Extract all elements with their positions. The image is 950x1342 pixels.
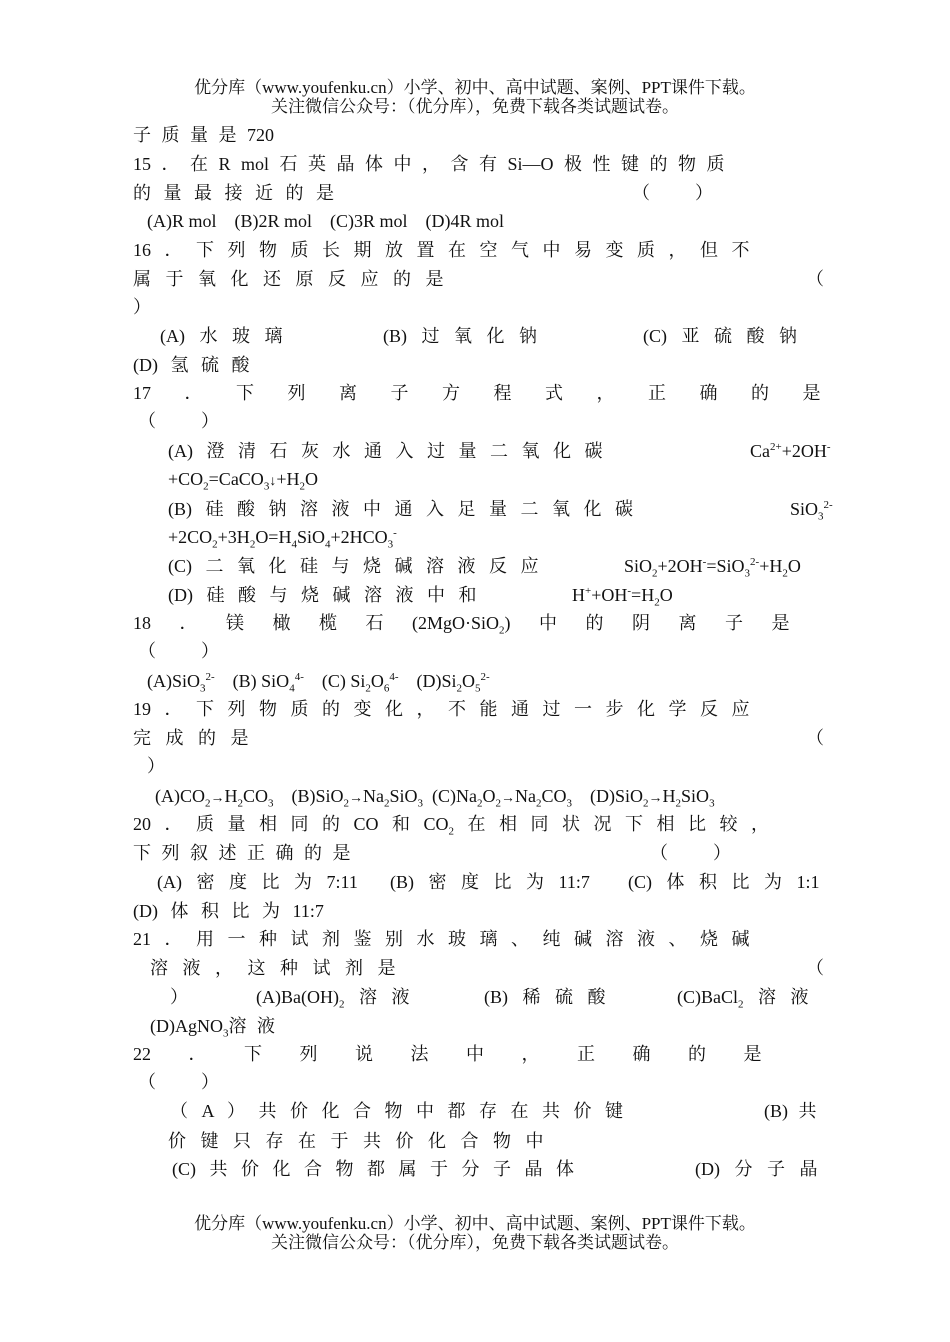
q20-option-c: (C) 体 积 比 为 1:1 <box>628 872 820 892</box>
q16-option-a: (A) 水 玻 璃 <box>160 326 283 346</box>
q19-paren-open: （ <box>806 728 824 748</box>
q20-option-b: (B) 密 度 比 为 11:7 <box>390 872 590 892</box>
q20-option-d: (D) 体 积 比 为 11:7 <box>133 901 324 921</box>
q18-answer-paren: （ ） <box>138 641 219 661</box>
q22-option-d: (D) 分 子 晶 <box>695 1159 818 1179</box>
q19-line-1: 19 ． 下 列 物 质 的 变 化 ， 不 能 通 过 一 步 化 学 反 应 <box>133 699 750 719</box>
q17-option-c-eq: $SiO_2+2OH^-=SiO_3^{2-}+H_2O$ <box>624 556 801 580</box>
q22-line-1: 22 ． 下 列 说 法 中 ， 正 确 的 是 <box>133 1044 762 1064</box>
q17-answer-paren: （ ） <box>138 411 219 431</box>
q20-line-1: 20 ． 质 量 相 同 的 CO 和 $CO_2$ 在 相 同 状 况 下 相 比 较 ， <box>133 814 770 838</box>
q21-paren-close: ） <box>170 987 188 1007</box>
q16-option-c: (C) 亚 硫 酸 钠 <box>643 326 797 346</box>
q15-options: (A)R mol (B)2R mol (C)3R mol (D)4R mol <box>147 211 504 231</box>
q22-option-c: (C) 共 价 化 合 物 都 属 于 分 子 晶 体 <box>172 1159 574 1179</box>
q16-option-d: (D) 氢 硫 酸 <box>133 355 250 375</box>
q22-option-b-tail: 价 键 只 存 在 于 共 价 化 合 物 中 <box>168 1131 544 1151</box>
q22-answer-paren: （ ） <box>138 1072 219 1092</box>
q22-option-b-head: (B) 共 <box>764 1101 817 1121</box>
q19-paren-close: ） <box>147 756 165 776</box>
q15-line-2: 的 量 最 接 近 的 是 <box>133 183 334 203</box>
q16-line-1: 16 ． 下 列 物 质 长 期 放 置 在 空 气 中 易 变 质 ， 但 不 <box>133 240 750 260</box>
q21-line-2: 溶 液 ， 这 种 试 剂 是 <box>150 958 396 978</box>
q20-option-a: (A) 密 度 比 为 7:11 <box>157 872 358 892</box>
q19-line-2: 完 成 的 是 <box>133 728 249 748</box>
q19-options: $(A)CO_2\to H_2CO_3$ $(B)SiO_2\to Na_2SiO_3$ $(C)Na_2O_2\to Na_2CO_3$ $(D)SiO_2\to H_2SiO_3$ <box>155 786 715 810</box>
q16-option-b: (B) 过 氧 化 钠 <box>383 326 537 346</box>
q21-option-d: (D)AgNO$_3$溶 液 <box>150 1016 275 1040</box>
q17-option-a-text: (A) 澄 清 石 灰 水 通 入 过 量 二 氧 化 碳 <box>168 441 603 461</box>
q20-line-2: 下 列 叙 述 正 确 的 是 <box>133 843 351 863</box>
q18-line-1: 18 ． 镁 橄 榄 石 (2MgO·SiO$_2$) 中 的 阴 离 子 是 <box>133 613 790 637</box>
page-footer <box>0 1214 950 1252</box>
q21-paren-open: （ <box>806 958 824 978</box>
q17-option-b-eq-1: SiO$_3^{2-}$ <box>790 499 833 523</box>
q15-stem: 15 ． 在 R mol 石 英 晶 体 中 ， 含 有 Si—O 极 性 键 的 物 质 <box>133 154 725 174</box>
q21-option-c: (C)BaCl$_2$ 溶 液 <box>677 987 809 1011</box>
q15-line-1 <box>133 153 821 175</box>
q18-options: (A)SiO$_3^{2-}$ (B) SiO$_4^{4-}$ (C) $Si_2O_6^{4-}$ $(D)Si_2O_5^{2-}$ <box>147 671 490 695</box>
q16-paren-close: ） <box>133 297 151 317</box>
q17-option-a-eq-1: $Ca^{2+}+2OH^-$ <box>750 441 831 461</box>
q17-option-c-text: (C) 二 氧 化 硅 与 烧 碱 溶 液 反 应 <box>168 556 539 576</box>
footer-line-2: 关注微信公众号：（优分库），免费下载各类试题试卷。 <box>271 1233 679 1252</box>
q17-option-b-eq-2: $+2CO_2+3H_2O=H_4SiO_4+2HCO_3^-$ <box>168 527 397 551</box>
q15-answer-paren: （ ） <box>632 183 713 203</box>
q22-option-a: （ A ） 共 价 化 合 物 中 都 存 在 共 价 键 <box>170 1101 624 1121</box>
q17-option-d-eq: $H^++OH^-=H_2O$ <box>572 585 673 609</box>
q16-paren-open: （ <box>806 269 824 289</box>
header-line-2: 关注微信公众号：（优分库），免费下载各类试题试卷。 <box>271 97 679 116</box>
q21-line-1: 21 ． 用 一 种 试 剂 鉴 别 水 玻 璃 、 纯 碱 溶 液 、 烧 碱 <box>133 929 750 949</box>
q21-option-a: $(A)Ba(OH)_2$ 溶 液 <box>256 987 410 1011</box>
q16-line-2: 属 于 氧 化 还 原 反 应 的 是 <box>133 269 444 289</box>
q20-answer-paren: （ ） <box>650 843 731 863</box>
footer-line-1: 优分库（www.youfenku.cn）小学、初中、高中试题、案例、PPT课件下载。 <box>194 1214 756 1233</box>
page-header <box>0 78 950 116</box>
q17-option-d-text: (D) 硅 酸 与 烧 碱 溶 液 中 和 <box>168 585 477 605</box>
q17-option-b-text: (B) 硅 酸 钠 溶 液 中 通 入 足 量 二 氧 化 碳 <box>168 499 633 519</box>
q14-tail: 子 质 量 是 720 <box>133 125 274 145</box>
header-line-1: 优分库（www.youfenku.cn）小学、初中、高中试题、案例、PPT课件下载。 <box>194 78 756 97</box>
q17-option-a-eq-2: $+CO_2=CaCO_3↓+H_2O$ <box>168 469 318 493</box>
q21-option-b: (B) 稀 硫 酸 <box>484 987 606 1007</box>
q17-line-1: 17 ． 下 列 离 子 方 程 式 ， 正 确 的 是 <box>133 383 821 403</box>
